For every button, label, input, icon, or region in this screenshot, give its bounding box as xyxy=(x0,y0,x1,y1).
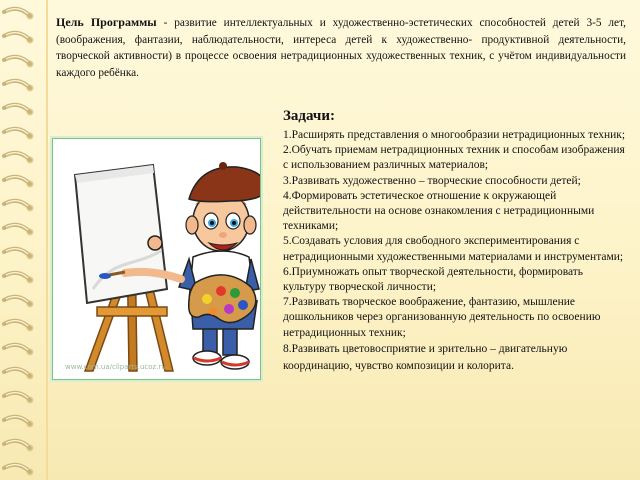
task-item: 3.Развивать художественно – творческие способности детей; xyxy=(283,174,581,187)
painter-boy-illustration xyxy=(52,138,261,380)
illustration-watermark: www.com.ua/cliparts.ucoz.ru xyxy=(65,363,166,371)
task-item: 5.Создавать условия для свободного экспериментирования с нетрадиционными художественными материалами и инструментами; xyxy=(283,235,624,263)
program-goal-label: Цель Программы xyxy=(56,15,157,29)
program-goal-paragraph xyxy=(56,14,626,81)
canvas-board xyxy=(75,165,167,303)
tasks-section xyxy=(283,108,628,375)
task-item: 2.Обучать приемам нетрадиционных техник и способам изображения с использованием различных материалов; xyxy=(283,144,625,172)
program-goal-text: - развитие интеллектуальных и художественно-эстетических способностей детей 3-5 лет, (воображения, фантазии, наблюдательности, интереса детей к художественно- продуктивной деятельности, творческой активности) в процессе освоения нетрадиционных художественных техник, с учётом индивидуальности каждого ребёнка. xyxy=(56,17,626,79)
task-item: 8.Развивать цветовосприятие и зрительно – двигательную координацию, чувство композиции и колорита. xyxy=(283,342,568,372)
notebook-margin-line xyxy=(46,0,48,480)
painter-boy-image xyxy=(53,139,260,379)
task-item: 7.Развивать творческое воображение, фантазию, мышление дошкольников через организованную деятельность по освоению нетрадиционных техник; xyxy=(283,296,601,339)
tasks-title: Задачи: xyxy=(283,108,336,124)
task-item: 1.Расширять представления о многообразии нетрадиционных техник; xyxy=(283,129,626,141)
spiral-binding xyxy=(0,0,42,480)
task-item: 6.Приумножать опыт творческой деятельности, формировать культуру творческой личности; xyxy=(283,265,584,294)
task-item: 4.Формировать эстетическое отношение к окружающей действительности на основе ознакомления с нетрадиционными техниками; xyxy=(283,189,595,233)
